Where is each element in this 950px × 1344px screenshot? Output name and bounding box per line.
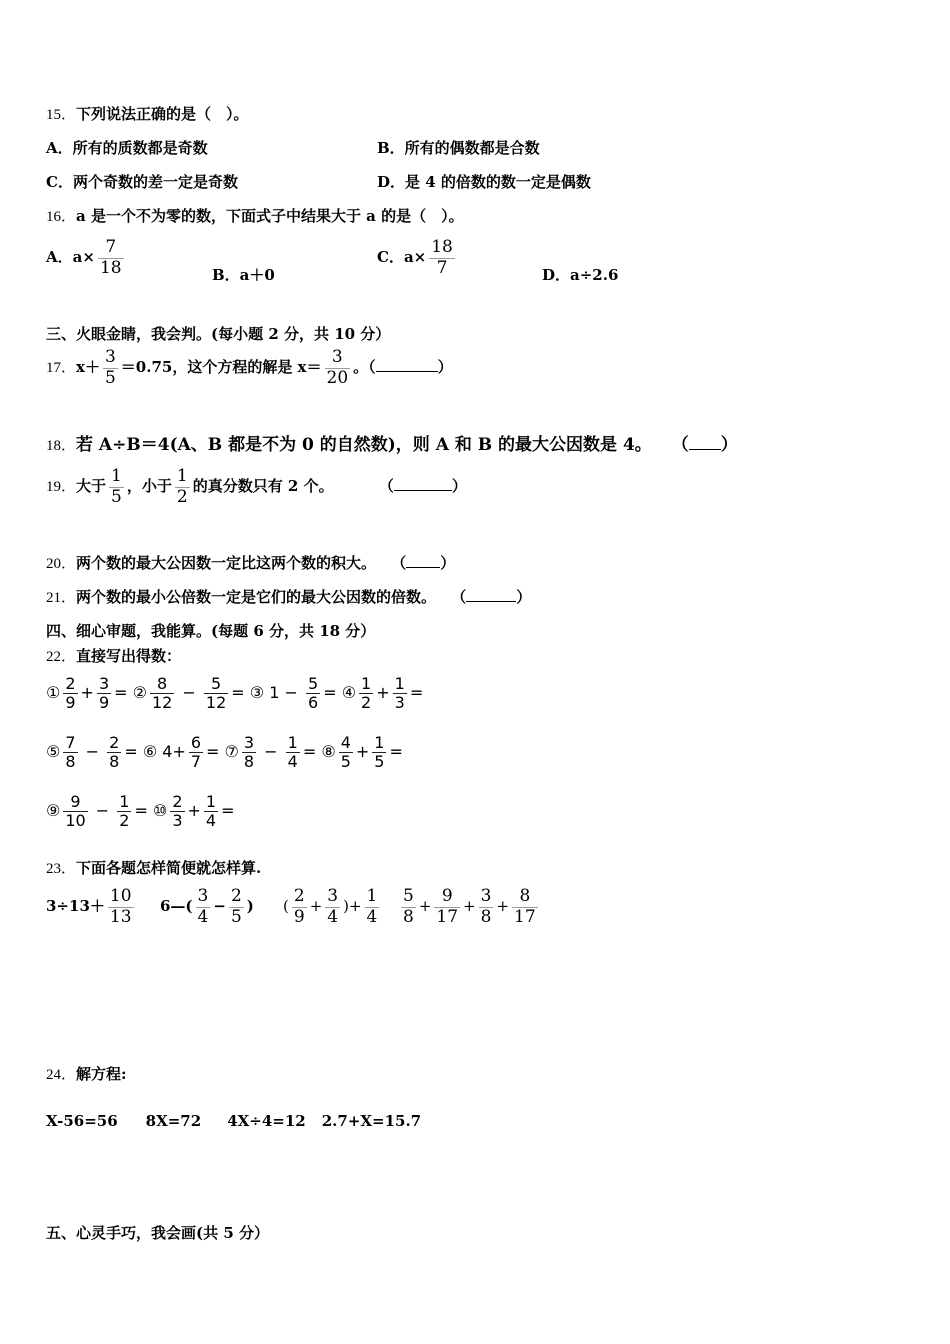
q16-text: a 是一个不为零的数，下面式子中结果大于 a 的是（ ）。 (76, 207, 464, 225)
q20-answer-blank[interactable] (406, 553, 440, 568)
q22-item-5: ⑤ $\frac{7}{8}$ − $\frac{2}{8}$ = (46, 733, 138, 772)
q15-stem (46, 103, 249, 124)
q22-row-2 (46, 734, 403, 772)
q17-mid: ＝0.75，这个方程的解是 x＝ (120, 358, 322, 377)
q24-text: 解方程: (76, 1065, 127, 1083)
q24-stem (46, 1063, 127, 1084)
q20-number: 20． (46, 556, 77, 572)
q18-open: （ (671, 435, 689, 455)
q18 (46, 430, 738, 455)
q19 (46, 467, 467, 507)
q22-item-4: ④ $\frac{1}{2}$ + $\frac{1}{3}$ = (341, 674, 424, 713)
q23-expr-b: 6—( $\frac{3}{4}$ − $\frac{2}{5}$ ) (160, 886, 254, 927)
q15-number: 15． (46, 107, 77, 123)
q24-eq-3: 4X÷4=12 (227, 1112, 306, 1130)
q23-stem (46, 857, 261, 878)
q22-item-3: ③ 1 − $\frac{5}{6}$ = (249, 674, 337, 713)
q23-text: 下面各题怎样简便就怎样算. (76, 859, 262, 877)
q19-fraction-2: $\frac{1}{2}$ (176, 466, 188, 507)
q18-answer-blank[interactable] (689, 435, 721, 450)
q22-item-10: ⑩ $\frac{2}{3}$ + $\frac{1}{4}$ = (152, 792, 235, 831)
q22-item-9: ⑨ $\frac{9}{10}$ − $\frac{1}{2}$ = (46, 792, 148, 831)
q17-answer-blank[interactable] (376, 357, 438, 372)
q15-option-a[interactable]: A．所有的质数都是奇数 (46, 139, 208, 157)
q17-pre: x＋ (76, 358, 100, 377)
q21-number: 21． (46, 590, 77, 606)
section5-heading: 五、心灵手巧，我会画(共 5 分） (46, 1224, 269, 1242)
q19-open: （ (378, 477, 394, 496)
q18-text: 若 A÷B＝4(A、B 都是不为 0 的自然数)，则 A 和 B 的最大公因数是 4。 (76, 435, 652, 455)
q22-item-1: ① $\frac{2}{9}$ + $\frac{3}{9}$ = (46, 674, 128, 713)
q16-option-b[interactable]: B．a＋0 (212, 266, 275, 284)
q19-close: ） (451, 477, 467, 496)
q17-post: 。（ (353, 358, 376, 377)
q15-option-b[interactable]: B．所有的偶数都是合数 (377, 139, 540, 157)
q16-number: 16． (46, 209, 77, 225)
q24-equations (46, 1112, 421, 1130)
q15-option-d[interactable]: D．是 4 的倍数的数一定是偶数 (377, 173, 591, 191)
q20-open: （ (391, 554, 407, 572)
q22-text: 直接写出得数： (76, 647, 182, 665)
q22-item-7: ⑦ $\frac{3}{8}$ − $\frac{1}{4}$ = (224, 733, 317, 772)
q23-expr-c: ( $\frac{2}{9}$ + $\frac{3}{4}$ )+ $\frac{1}{4}$ (283, 886, 378, 927)
q22-item-8: ⑧ $\frac{4}{5}$ + $\frac{1}{5}$ = (321, 733, 403, 772)
q19-fraction-1: $\frac{1}{5}$ (111, 466, 122, 507)
q18-number: 18． (46, 438, 77, 454)
q21-open: （ (451, 588, 467, 606)
q16-c-fraction: $\frac{18}{7}$ (431, 237, 453, 278)
q17-number: 17． (46, 360, 77, 377)
q17 (46, 348, 453, 388)
q24-eq-4: 2.7+X=15.7 (321, 1112, 422, 1130)
q16-option-c[interactable] (377, 238, 458, 278)
q15-text: 下列说法正确的是（ ）。 (76, 105, 249, 123)
q20-text: 两个数的最大公因数一定比这两个数的积大。 (76, 554, 377, 572)
q17-close: ） (437, 358, 453, 377)
q17-fraction-1: $\frac{3}{5}$ (104, 347, 116, 388)
q23-expr-a: 3÷13＋ $\frac{10}{13}$ (46, 886, 132, 927)
q24-eq-1: X-56=56 (46, 1112, 118, 1130)
q16-option-d[interactable]: D．a÷2.6 (542, 266, 619, 284)
q16-stem (46, 205, 464, 226)
q21 (46, 586, 531, 607)
q19-answer-blank[interactable] (394, 476, 452, 491)
section3-heading: 三、火眼金睛，我会判。(每小题 2 分，共 10 分） (46, 325, 391, 343)
q16-option-a[interactable] (46, 238, 127, 278)
q22-item-2: ② $\frac{8}{12}$ − $\frac{5}{12}$ = (132, 674, 245, 713)
q22-item-6: ⑥ 4+ $\frac{6}{7}$ = (142, 733, 220, 772)
q15-option-c[interactable]: C．两个奇数的差一定是奇数 (46, 173, 238, 191)
q19-mid: ，小于 (126, 477, 172, 496)
q21-text: 两个数的最小公倍数一定是它们的最大公因数的倍数。 (76, 588, 437, 606)
q16-a-prefix: A．a× (46, 248, 95, 267)
q18-close: ） (720, 435, 738, 455)
q22-row-3 (46, 793, 235, 831)
q23-expr-d: $\frac{5}{8}$ + $\frac{9}{17}$ + $\frac{3}{8}$ + $\frac{8}{17}$ (403, 886, 536, 927)
q16-c-prefix: C．a× (377, 248, 427, 267)
q20-close: ） (440, 554, 456, 572)
q17-fraction-2: $\frac{3}{20}$ (326, 347, 349, 388)
section4-heading: 四、细心审题，我能算。(每题 6 分，共 18 分） (46, 622, 376, 640)
q21-close: ） (516, 588, 532, 606)
q20 (46, 552, 455, 573)
q22-row-1 (46, 675, 423, 713)
q19-post: 的真分数只有 2 个。 (192, 477, 334, 496)
q21-answer-blank[interactable] (466, 587, 516, 602)
q16-a-fraction: $\frac{7}{18}$ (99, 237, 122, 278)
q24-eq-2: 8X=72 (145, 1112, 202, 1130)
q22-stem (46, 645, 181, 666)
q22-number: 22． (46, 649, 77, 665)
q23-number: 23． (46, 861, 77, 877)
q24-number: 24． (46, 1067, 77, 1083)
q19-pre: 大于 (76, 477, 107, 496)
q19-number: 19． (46, 479, 77, 496)
